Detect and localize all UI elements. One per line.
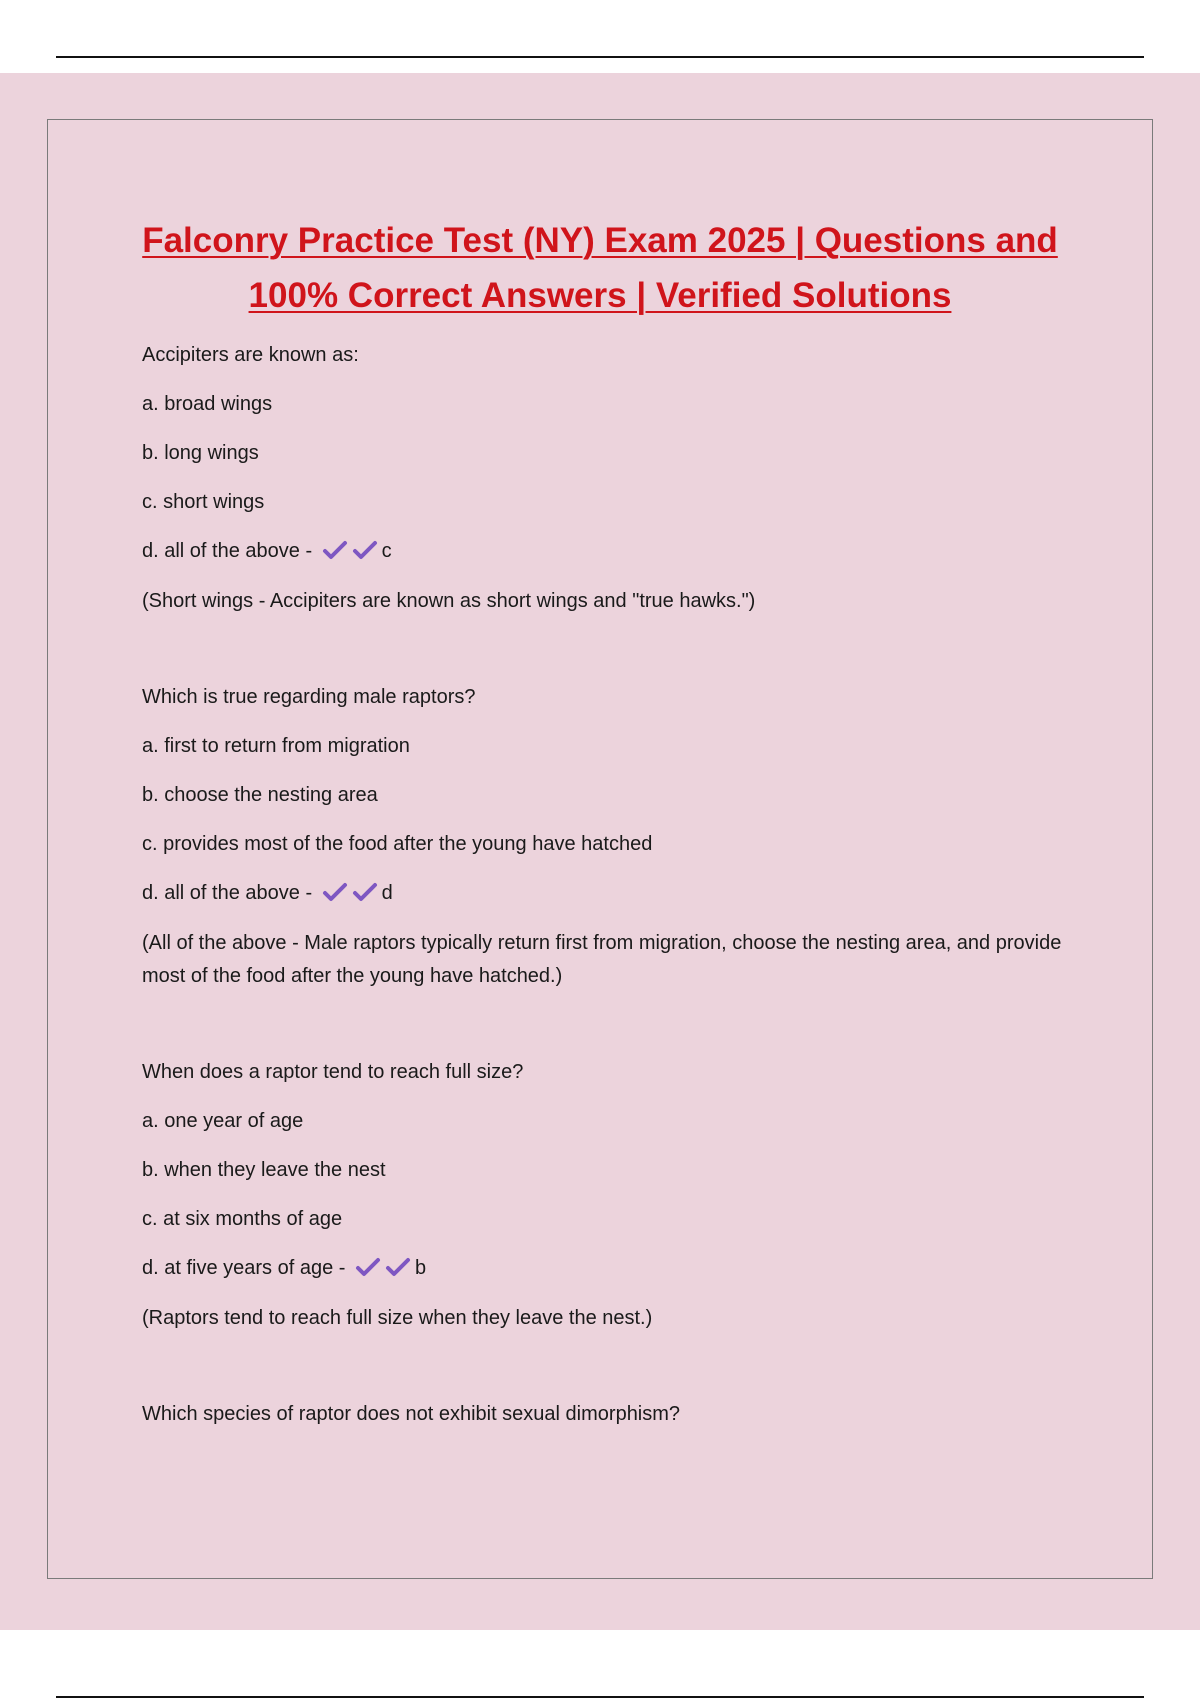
question-block: [142, 1057, 1082, 1335]
option: d. all of the above -: [142, 882, 313, 904]
explanation: (All of the above - Male raptors typically return first from migration, choose the nesting area, and provide most of the food after the young have hatched.): [142, 932, 1062, 987]
option: a. first to return from migration: [142, 735, 410, 757]
check-icon: [322, 881, 348, 912]
header-rule: [56, 56, 1144, 58]
option: b. choose the nesting area: [142, 784, 378, 806]
answer-line: [142, 878, 1082, 927]
spacer: [142, 1009, 1082, 1057]
question-list: [142, 340, 1082, 1448]
option: c. short wings: [142, 491, 265, 513]
question-block: [142, 682, 1082, 993]
correct-answer: b: [415, 1257, 427, 1279]
question-text: Which is true regarding male raptors?: [142, 686, 476, 708]
question-block: [142, 340, 1082, 618]
document-title: [60, 213, 1140, 323]
option: d. all of the above -: [142, 540, 313, 562]
answer-line: [142, 536, 1082, 585]
option: c. provides most of the food after the young have hatched: [142, 833, 653, 855]
question-text: Which species of raptor does not exhibit sexual dimorphism?: [142, 1403, 681, 1425]
answer-line: [142, 1253, 1082, 1302]
correct-answer: c: [381, 540, 392, 562]
option: d. at five years of age -: [142, 1257, 346, 1279]
option: a. broad wings: [142, 393, 273, 415]
correct-answer: d: [381, 882, 393, 904]
check-icon: [355, 1256, 381, 1287]
spacer: [142, 1351, 1082, 1399]
explanation: (Short wings - Accipiters are known as short wings and "true hawks."): [142, 590, 756, 612]
question-text: When does a raptor tend to reach full size?: [142, 1061, 524, 1083]
check-icon: [352, 881, 378, 912]
question-text: Accipiters are known as:: [142, 344, 359, 366]
check-icon: [322, 539, 348, 570]
title-line-2: 100% Correct Answers | Verified Solutions: [248, 276, 952, 315]
spacer: [142, 634, 1082, 682]
check-icon: [385, 1256, 411, 1287]
option: c. at six months of age: [142, 1208, 343, 1230]
title-line-1: Falconry Practice Test (NY) Exam 2025 | Questions and: [142, 221, 1058, 260]
question-block: [142, 1399, 1082, 1448]
option: a. one year of age: [142, 1110, 304, 1132]
option: b. long wings: [142, 442, 259, 464]
footer-rule: [56, 1696, 1144, 1698]
option: b. when they leave the nest: [142, 1159, 386, 1181]
explanation: (Raptors tend to reach full size when they leave the nest.): [142, 1307, 653, 1329]
check-icon: [352, 539, 378, 570]
